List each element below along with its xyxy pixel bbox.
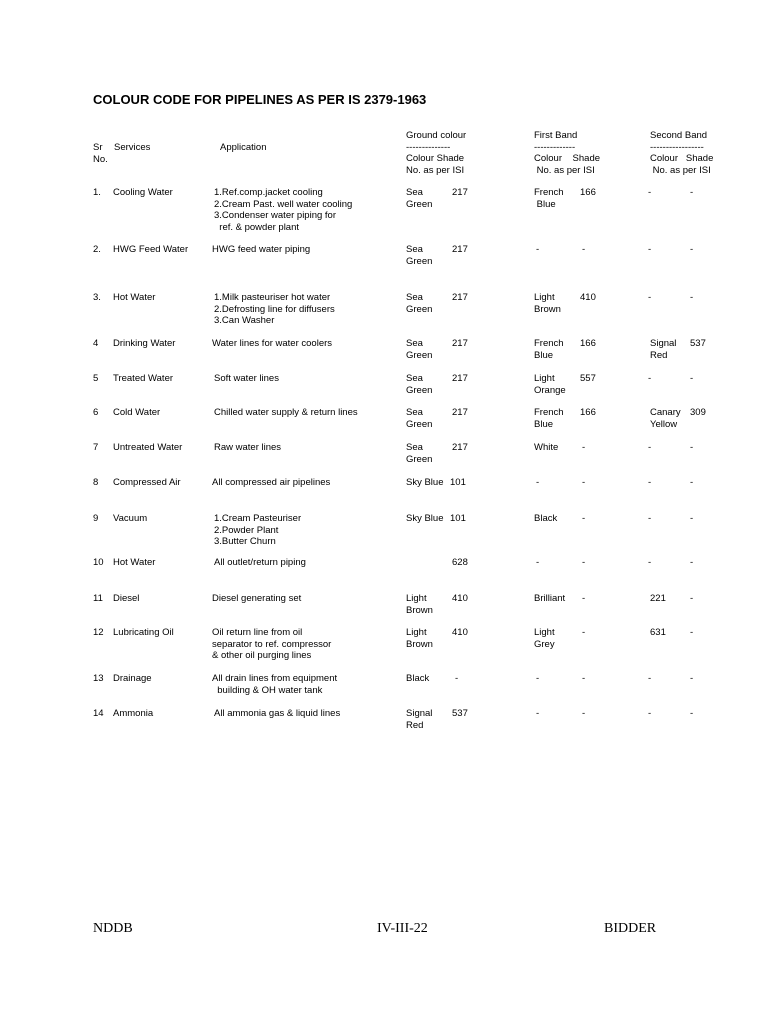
- first-band-colour-cell: Black: [534, 513, 558, 524]
- application-cell: 1.Ref.comp.jacket cooling 2.Cream Past. well water cooling 3.Condenser water piping for ref. & powder plant: [214, 187, 353, 233]
- application-cell: HWG feed water piping: [212, 244, 311, 255]
- first-band-colour-cell: White: [534, 442, 559, 453]
- footer-right: BIDDER: [604, 921, 657, 936]
- ground-shade-cell: 410: [452, 627, 468, 638]
- ground-colour-cell: Sea Green: [406, 407, 433, 430]
- sr-cell: 2.: [93, 244, 101, 255]
- second-band-colour-cell: -: [648, 477, 652, 488]
- first-band-colour-cell: -: [536, 708, 540, 719]
- ground-shade-cell: 628: [452, 557, 468, 568]
- service-cell: Ammonia: [113, 708, 154, 719]
- second-band-colour-cell: -: [648, 557, 652, 568]
- application-cell: Soft water lines: [214, 373, 279, 384]
- application-cell: Diesel generating set: [212, 593, 302, 604]
- second-band-colour-cell: -: [648, 673, 652, 684]
- second-band-shade-cell: -: [690, 292, 694, 303]
- second-band-shade-cell: -: [690, 593, 694, 604]
- service-cell: Hot Water: [113, 557, 156, 568]
- second-band-colour-cell: -: [648, 442, 652, 453]
- service-cell: Cold Water: [113, 407, 161, 418]
- second-band-shade-cell: -: [690, 673, 694, 684]
- second-band-shade-cell: -: [690, 244, 694, 255]
- sr-cell: 9: [93, 513, 99, 524]
- first-band-shade-cell: -: [582, 673, 586, 684]
- second-band-shade-cell: 309: [690, 407, 706, 418]
- service-cell: HWG Feed Water: [113, 244, 189, 255]
- second-band-shade-cell: -: [690, 187, 694, 198]
- header-application: Application: [220, 142, 267, 153]
- header-sr: Sr No.: [93, 142, 108, 165]
- application-cell: Chilled water supply & return lines: [214, 407, 358, 418]
- ground-shade-cell: 217: [452, 442, 468, 453]
- ground-shade-cell: 217: [452, 187, 468, 198]
- ground-shade-cell: 217: [452, 373, 468, 384]
- second-band-colour-cell: 221: [650, 593, 666, 604]
- sr-cell: 10: [93, 557, 104, 568]
- first-band-shade-cell: 166: [580, 407, 596, 418]
- second-band-shade-cell: -: [690, 442, 694, 453]
- first-band-colour-cell: Light Orange: [534, 373, 566, 396]
- first-band-shade-cell: 557: [580, 373, 596, 384]
- header-second-band: Second Band ----------------- Colour Shade No. as per ISI: [650, 130, 714, 176]
- first-band-shade-cell: -: [582, 708, 586, 719]
- service-cell: Untreated Water: [113, 442, 183, 453]
- sr-cell: 13: [93, 673, 104, 684]
- application-cell: 1.Milk pasteuriser hot water 2.Defrosting line for diffusers 3.Can Washer: [214, 292, 335, 326]
- ground-colour-cell: Sea Green: [406, 244, 433, 267]
- first-band-shade-cell: 410: [580, 292, 596, 303]
- ground-colour-cell: Sea Green: [406, 187, 433, 210]
- header-services: Services: [114, 142, 151, 153]
- second-band-colour-cell: Canary Yellow: [650, 407, 681, 430]
- ground-colour-cell: Signal Red: [406, 708, 433, 731]
- ground-colour-cell: Light Brown: [406, 627, 433, 650]
- first-band-shade-cell: -: [582, 593, 586, 604]
- ground-colour-cell: Light Brown: [406, 593, 433, 616]
- ground-colour-cell: Sea Green: [406, 442, 433, 465]
- ground-shade-cell: 537: [452, 708, 468, 719]
- second-band-colour-cell: -: [648, 244, 652, 255]
- first-band-colour-cell: French Blue: [534, 338, 564, 361]
- second-band-shade-cell: 537: [690, 338, 706, 349]
- first-band-shade-cell: 166: [580, 187, 596, 198]
- second-band-shade-cell: -: [690, 708, 694, 719]
- ground-colour-cell: Sky Blue: [406, 513, 444, 524]
- second-band-shade-cell: -: [690, 477, 694, 488]
- ground-shade-cell: 217: [452, 244, 468, 255]
- service-cell: Treated Water: [113, 373, 174, 384]
- sr-cell: 7: [93, 442, 99, 453]
- application-cell: 1.Cream Pasteuriser 2.Powder Plant 3.Butter Churn: [214, 513, 302, 547]
- second-band-shade-cell: -: [690, 513, 694, 524]
- first-band-shade-cell: -: [582, 513, 586, 524]
- ground-shade-cell: -: [455, 673, 459, 684]
- second-band-shade-cell: -: [690, 627, 694, 638]
- service-cell: Vacuum: [113, 513, 148, 524]
- application-cell: Water lines for water coolers: [212, 338, 333, 349]
- application-cell: All ammonia gas & liquid lines: [214, 708, 341, 719]
- service-cell: Cooling Water: [113, 187, 173, 198]
- service-cell: Hot Water: [113, 292, 156, 303]
- first-band-colour-cell: -: [536, 557, 540, 568]
- footer-page-number: IV-III-22: [377, 921, 428, 936]
- second-band-colour-cell: -: [648, 513, 652, 524]
- first-band-shade-cell: -: [582, 244, 586, 255]
- first-band-shade-cell: -: [582, 442, 586, 453]
- second-band-colour-cell: -: [648, 187, 652, 198]
- application-cell: Oil return line from oil separator to ref. compressor & other oil purging lines: [212, 627, 332, 661]
- first-band-colour-cell: French Blue: [534, 407, 564, 430]
- header-first-band: First Band ------------- Colour Shade No. as per ISI: [534, 130, 601, 176]
- ground-shade-cell: 410: [452, 593, 468, 604]
- sr-cell: 6: [93, 407, 99, 418]
- ground-shade-cell: 217: [452, 292, 468, 303]
- second-band-colour-cell: -: [648, 708, 652, 719]
- header-ground-colour: Ground colour -------------- Colour Shade No. as per ISI: [406, 130, 467, 176]
- first-band-colour-cell: -: [536, 244, 540, 255]
- first-band-colour-cell: Light Grey: [534, 627, 555, 650]
- sr-cell: 14: [93, 708, 104, 719]
- service-cell: Lubricating Oil: [113, 627, 174, 638]
- second-band-colour-cell: -: [648, 373, 652, 384]
- ground-colour-cell: Sky Blue: [406, 477, 444, 488]
- sr-cell: 8: [93, 477, 99, 488]
- page-title: COLOUR CODE FOR PIPELINES AS PER IS 2379-1963: [93, 92, 427, 107]
- sr-cell: 5: [93, 373, 99, 384]
- first-band-colour-cell: -: [536, 477, 540, 488]
- ground-colour-cell: Sea Green: [406, 292, 433, 315]
- application-cell: All outlet/return piping: [214, 557, 306, 568]
- ground-colour-cell: Sea Green: [406, 373, 433, 396]
- second-band-colour-cell: 631: [650, 627, 666, 638]
- first-band-colour-cell: French Blue: [534, 187, 564, 210]
- application-cell: Raw water lines: [214, 442, 282, 453]
- application-cell: All compressed air pipelines: [212, 477, 331, 488]
- sr-cell: 4: [93, 338, 99, 349]
- first-band-colour-cell: Light Brown: [534, 292, 561, 315]
- service-cell: Drainage: [113, 673, 152, 684]
- first-band-shade-cell: 166: [580, 338, 596, 349]
- service-cell: Drinking Water: [113, 338, 176, 349]
- ground-shade-cell: 217: [452, 407, 468, 418]
- first-band-shade-cell: -: [582, 557, 586, 568]
- sr-cell: 11: [93, 593, 103, 604]
- ground-shade-cell: 217: [452, 338, 468, 349]
- ground-colour-cell: Black: [406, 673, 430, 684]
- sr-cell: 3.: [93, 292, 101, 303]
- footer-left: NDDB: [93, 921, 133, 936]
- service-cell: Compressed Air: [113, 477, 181, 488]
- service-cell: Diesel: [113, 593, 140, 604]
- first-band-shade-cell: -: [582, 627, 586, 638]
- second-band-colour-cell: -: [648, 292, 652, 303]
- sr-cell: 1.: [93, 187, 101, 198]
- first-band-colour-cell: -: [536, 673, 540, 684]
- first-band-colour-cell: Brilliant: [534, 593, 566, 604]
- application-cell: All drain lines from equipment building & OH water tank: [212, 673, 338, 696]
- ground-colour-cell: Sea Green: [406, 338, 433, 361]
- second-band-shade-cell: -: [690, 373, 694, 384]
- sr-cell: 12: [93, 627, 104, 638]
- second-band-shade-cell: -: [690, 557, 694, 568]
- ground-shade-cell: 101: [450, 477, 466, 488]
- second-band-colour-cell: Signal Red: [650, 338, 677, 361]
- first-band-shade-cell: -: [582, 477, 586, 488]
- ground-shade-cell: 101: [450, 513, 466, 524]
